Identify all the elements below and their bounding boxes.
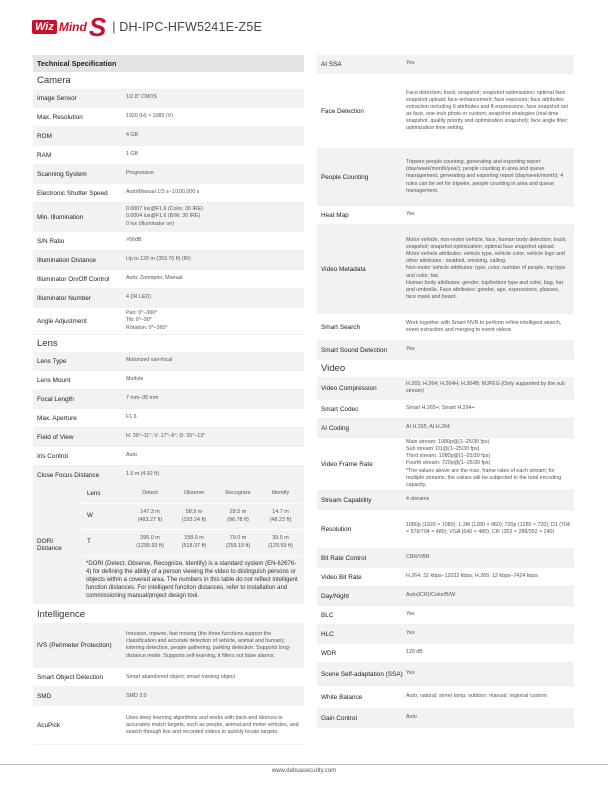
camera-spec-value: Auto; Zoomprio; Manual: [126, 275, 183, 282]
video-spec-label: BLC: [321, 611, 334, 619]
video-spec-label: Scene Self-adaptation (SSA): [321, 670, 403, 678]
camera-spec-value: 1920 (H) × 1080 (V): [126, 113, 173, 120]
dori-cell: 14.7 m (48.23 ft): [260, 504, 301, 530]
video-spec-row: [317, 663, 574, 686]
dori-cell: 395.0 m (1295.93 ft): [128, 530, 172, 556]
video-spec-label: Smart Codec: [321, 405, 359, 413]
wizmind-logo: [32, 14, 106, 40]
dori-label: DORI Distance: [37, 537, 62, 552]
intelligence-group-title: Intelligence: [37, 609, 86, 621]
camera-spec-row: [33, 203, 304, 232]
camera-spec-row: [33, 308, 304, 335]
lens-spec-label: Close Focus Distance: [37, 471, 100, 479]
intelligence-spec-row: [33, 687, 304, 706]
video-spec-row: [317, 491, 574, 510]
lens-spec-value: F1.6: [126, 414, 137, 421]
dori-distance: [33, 485, 304, 604]
intelligence-table: [33, 623, 304, 745]
ai-spec-row: [317, 55, 574, 74]
intelligence-spec-row: [33, 668, 304, 687]
intelligence-spec-row: [33, 623, 304, 668]
video-spec-label: White Balance: [321, 693, 363, 701]
video-spec-row: [317, 568, 574, 587]
video-spec-label: Gain Control: [321, 714, 357, 722]
dori-note: *DORI (Detect, Observe, Recognize, Identify) is a standard system (EN-62676-4) for defining the ability of a person viewing the video to distinguish persons or objects within a covered area. The numbers in this table do not reflect intelligent function distances. For intelligent function distances, refer to installation and commissioning manual/project design tool.: [86, 561, 298, 600]
ai-spec-label: Video Metadata: [321, 265, 366, 273]
lens-spec-value: Auto: [126, 452, 137, 459]
video-spec-value: Yes: [406, 630, 415, 637]
camera-spec-value: 4 (IR LED): [126, 294, 152, 301]
video-spec-row: [317, 606, 574, 625]
camera-spec-value: 1/2.8" CMOS: [126, 94, 158, 101]
dori-table: [83, 485, 304, 556]
footer-divider: [0, 764, 608, 765]
camera-spec-label: Illumination Distance: [37, 256, 96, 264]
ai-spec-value: Motor vehicle, non-motor vehicle, face, human body detection; track; snapshot; snapshot optimization; optimal face snapshot upload. Motor vehicle attributes: vehicle type, vehicle color, vehicle logo and other attributes : seatbelt, smoking, calling. Non-motor vehicle attributes: type, color, number of people, top type and color, hat. Human body attributes: gender, top/bottom type and color, bag, hat and umbrella. Face attributes: gender, age, expressions, glasses, face mask and beard.: [406, 236, 567, 300]
camera-spec-row: [33, 184, 304, 203]
camera-spec-value: 4 GB: [126, 132, 139, 139]
lens-spec-row: [33, 466, 304, 485]
camera-spec-value: Auto/Manual 1/3 s–1/100,000 s: [126, 189, 200, 196]
video-spec-row: [317, 438, 574, 491]
intelligence-spec-value: Uses deep learning algorithms and works with back-end devices to accurately match targets, such as people, animal,and motor vehicles, and search through live and recorded videos to quickly locate targets.: [126, 714, 299, 736]
dori-cell: 147.3 m (483.27 ft): [128, 504, 172, 530]
video-spec-label: Video Bit Rate: [321, 573, 362, 581]
intelligence-spec-label: IVS (Perimeter Protection): [37, 641, 112, 649]
dori-header: Detect: [128, 485, 172, 504]
section-title: Technical Specification: [33, 55, 304, 72]
dori-cell: 39.5 m (129.59 ft): [260, 530, 301, 556]
dori-header: Recognize: [216, 485, 260, 504]
ai-spec-value: Face detection; track; snapshot; snapshot optimization; optimal face snapshot upload; face enhancement; face exposure; face attributes extraction including 6 attributes and 8 expressions; face snapshot set as face, one-inch photo or custom; snapshot strategies (real-time snapshot, quality priority and optimization snapshot); face angle filter; optimization time setting.: [406, 89, 569, 132]
video-spec-value: Auto; natural; street lamp; outdoor; manual; regional custom: [406, 693, 547, 700]
video-spec-label: Day/Night: [321, 592, 350, 600]
video-spec-label: HLC: [321, 630, 334, 638]
lens-spec-value: Module: [126, 376, 144, 383]
lens-spec-label: Field of View: [37, 433, 74, 441]
video-spec-value: 1080p (1920 × 1080); 1.3M (1280 × 960); 720p (1280 × 720); D1 (704 × 576/704 × 480); VGA (640 × 480); CIF (352 × 288/352 × 240): [406, 521, 570, 535]
video-spec-value: Main stream: 1080p@(1–25/30 fps) Sub stream: D1@(1–25/30 fps) Third stream: 1080p@(1–25/30 fps) Fourth stream: 720p@(1–25/30 fps) *The values above are the max. frame rates of each stream; for multiple streams, the values will be subjected to the total encoding capacity.: [406, 439, 562, 488]
camera-spec-value: Progressive: [126, 170, 154, 177]
camera-spec-row: [33, 289, 304, 308]
camera-spec-row: [33, 165, 304, 184]
intelligence-spec-value: Intrusion, tripwire, fast moving (the three functions support the classification and accurate detection of vehicle, animal and human); loitering detection, people gathering, parking detection. Supports long- distance mode. Supports self-learning, it filters out false alarms.: [126, 631, 291, 659]
ai-spec-value: Yes: [406, 346, 415, 353]
ai-spec-label: People Counting: [321, 173, 369, 181]
intelligence-spec-row: [33, 706, 304, 745]
lens-spec-row: [33, 371, 304, 390]
camera-spec-row: [33, 251, 304, 270]
camera-spec-label: Illuminator Number: [37, 294, 91, 302]
camera-spec-value: Up to 120 m (393.70 ft) (IR): [126, 256, 191, 263]
ai-spec-row: [317, 341, 574, 360]
ai-spec-value: Yes: [406, 211, 415, 218]
camera-spec-label: Electronic Shutter Speed: [37, 189, 108, 197]
dori-header: Identify: [260, 485, 301, 504]
video-group-title: Video: [321, 363, 346, 374]
dori-header: Observe: [172, 485, 216, 504]
video-spec-row: [317, 377, 574, 400]
camera-spec-row: [33, 146, 304, 165]
lens-spec-value: 7 mm–35 mm: [126, 395, 159, 402]
video-spec-label: Video Compression: [321, 384, 377, 392]
camera-spec-row: [33, 232, 304, 251]
right-column: [317, 55, 574, 728]
camera-table: [33, 89, 304, 335]
ai-table: [317, 55, 574, 360]
ai-spec-row: [317, 225, 574, 314]
camera-group-title: Camera: [37, 75, 71, 86]
page-header: [32, 14, 262, 40]
camera-spec-label: Max. Resolution: [37, 113, 83, 121]
lens-spec-label: Max. Aperture: [37, 414, 77, 422]
video-spec-row: [317, 400, 574, 419]
video-spec-row: [317, 625, 574, 644]
camera-spec-label: RAM: [37, 151, 52, 159]
logo-wiz: Wiz: [32, 20, 57, 34]
ai-spec-row: [317, 314, 574, 341]
camera-spec-label: Angle Adjustment: [37, 317, 87, 325]
lens-spec-row: [33, 390, 304, 409]
video-spec-row: [317, 709, 574, 728]
dori-cell: 79.0 m (259.19 ft): [216, 530, 260, 556]
camera-spec-label: S/N Ratio: [37, 237, 65, 245]
ai-spec-label: Smart Search: [321, 323, 361, 331]
lens-spec-row: [33, 428, 304, 447]
video-spec-value: Smart H.265+; Smart H.264+: [406, 405, 475, 412]
ai-spec-value: Tripwire people counting, generating and exporting report (day/week/month/year); people counting in area and queue management; generating and exporting report (day/week/month); 4 rules can be set for tripwire, people counting in area and queue management.: [406, 159, 564, 194]
video-spec-value: CBR/VBR: [406, 554, 430, 561]
video-spec-value: Yes: [406, 611, 415, 618]
dori-cell: 158.0 m (518.37 ft): [172, 530, 216, 556]
video-spec-value: Auto(ICR)/Color/B/W: [406, 592, 456, 599]
camera-spec-label: Illuminator On/Off Control: [37, 275, 110, 283]
video-spec-value: H.265; H.264; H.264H; H.264B; MJPEG (Only supported by the sub stream): [406, 380, 565, 394]
video-spec-value: 120 dB: [406, 649, 423, 656]
video-spec-label: Video Frame Rate: [321, 460, 373, 468]
lens-spec-label: Iris Control: [37, 452, 68, 460]
camera-spec-row: [33, 127, 304, 146]
camera-spec-value: Pan: 0°–360° Tilt: 0°–90° Rotation: 0°–360°: [126, 310, 168, 331]
ai-spec-value: Work together with Smart NVR to perform refine intelligent search, event extraction and merging to event videos: [406, 319, 562, 333]
video-spec-label: WDR: [321, 649, 337, 657]
video-spec-row: [317, 510, 574, 549]
ai-spec-label: AI SSA: [321, 60, 342, 68]
ai-spec-value: Yes: [406, 60, 415, 67]
video-spec-row: [317, 419, 574, 438]
video-spec-value: Yes: [406, 670, 415, 677]
camera-spec-label: ROM: [37, 132, 52, 140]
dori-header: Lens: [83, 485, 128, 504]
lens-spec-row: [33, 409, 304, 428]
video-spec-value: AI H.265; AI H.264: [406, 424, 450, 431]
ai-spec-label: Heat Map: [321, 211, 349, 219]
lens-spec-label: Lens Type: [37, 357, 67, 365]
video-table: [317, 377, 574, 728]
ai-spec-row: [317, 206, 574, 225]
video-spec-row: [317, 587, 574, 606]
intelligence-spec-label: AcuPick: [37, 721, 61, 729]
video-spec-value: H.264: 32 kbps–12032 kbps; H.265: 12 kbps–7424 kbps: [406, 573, 538, 580]
logo-s: S: [88, 12, 107, 42]
ai-spec-row: [317, 149, 574, 206]
camera-spec-label: Scanning System: [37, 170, 87, 178]
camera-spec-row: [33, 108, 304, 127]
intelligence-spec-value: Smart abandoned object; smart missing object: [126, 673, 235, 680]
lens-spec-value: 1.5 m (4.92 ft): [126, 471, 159, 478]
ai-spec-row: [317, 74, 574, 149]
camera-spec-value: 1 GB: [126, 151, 139, 158]
dori-cell: 58.9 m (193.24 ft): [172, 504, 216, 530]
video-spec-label: AI Coding: [321, 424, 350, 432]
video-spec-value: Auto: [406, 714, 417, 721]
left-column: [33, 55, 304, 745]
camera-spec-row: [33, 270, 304, 289]
video-spec-row: [317, 644, 574, 663]
intelligence-spec-label: SMD: [37, 692, 52, 700]
video-spec-row: [317, 686, 574, 709]
lens-spec-value: Motorized vari-focal: [126, 357, 173, 364]
logo-mind: Mind: [58, 20, 87, 34]
video-spec-row: [317, 549, 574, 568]
lens-spec-row: [33, 352, 304, 371]
dori-row-name: T: [83, 530, 128, 556]
lens-group-title: Lens: [37, 338, 58, 349]
camera-spec-value: >56dB: [126, 237, 142, 244]
ai-spec-label: Face Detection: [321, 107, 364, 115]
lens-table: [33, 352, 304, 485]
ai-spec-label: Smart Sound Detection: [321, 346, 388, 354]
camera-spec-label: Image Sensor: [37, 94, 77, 102]
video-spec-label: Resolution: [321, 525, 352, 533]
lens-spec-label: Focal Length: [37, 395, 74, 403]
dori-row-name: W: [83, 504, 128, 530]
video-spec-value: 4 streams: [406, 496, 430, 503]
lens-spec-value: H: 30°–11°; V: 17°–6°; D: 35°–13°: [126, 433, 206, 440]
camera-spec-value: 0.0007 lux@F1.6 (Color, 30 IRE) 0.0004 lux@F1.6 (B/W, 30 IRE) 0 lux (Illuminator on): [126, 206, 203, 227]
dori-cell: 29.5 m (96.78 ft): [216, 504, 260, 530]
footer-url: www.dahuasecurity.com: [271, 768, 337, 774]
camera-spec-row: [33, 89, 304, 108]
video-spec-label: Bit Rate Control: [321, 554, 367, 562]
model-name: | DH-IPC-HFW5241E-Z5E: [112, 20, 263, 34]
lens-spec-row: [33, 447, 304, 466]
video-spec-label: Stream Capability: [321, 496, 372, 504]
lens-spec-label: Lens Mount: [37, 376, 71, 384]
intelligence-spec-label: Smart Object Detection: [37, 673, 104, 681]
camera-spec-label: Min. Illumination: [37, 213, 84, 221]
intelligence-spec-value: SMD 3.0: [126, 692, 147, 699]
